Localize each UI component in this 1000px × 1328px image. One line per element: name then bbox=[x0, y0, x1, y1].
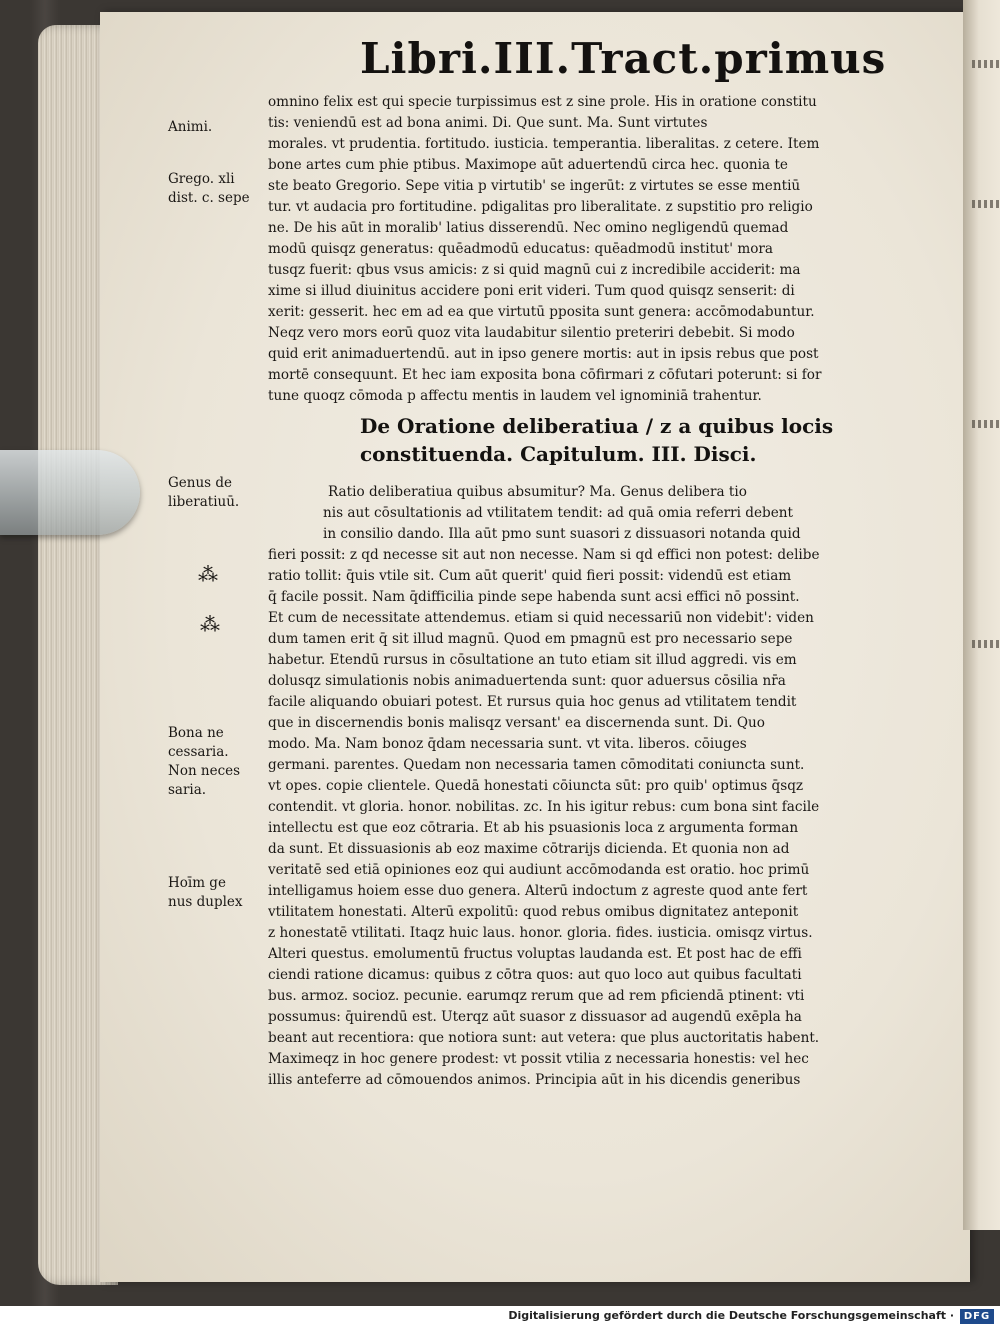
next-page-text-fragment bbox=[972, 420, 1000, 428]
footer-bar bbox=[0, 1306, 1000, 1328]
text-line: morales. vt prudentia. fortitudo. iusticia. temperantia. liberalitas. z cetere. Item bbox=[268, 136, 820, 152]
text-line: beant aut recentiora: que notiora sunt: aut vetera: que plus auctoritatis habent. bbox=[268, 1030, 820, 1046]
text-line: modo. Ma. Nam bonoz q̄dam necessaria sunt. vt vita. liberos. cōiuges bbox=[268, 736, 747, 752]
text-line: germani. parentes. Quedam non necessaria tamen cōmoditati coniuncta sunt. bbox=[268, 757, 805, 773]
margin-note-bona bbox=[168, 724, 268, 800]
text-line: modū quisqz generatus: quēadmodū educatus: quēadmodū institut' mora bbox=[268, 241, 773, 257]
text-line: quid erit animaduertendū. aut in ipso genere mortis: aut in ipsis rebus que post bbox=[268, 346, 819, 362]
text-line: Maximeqz in hoc genere prodest: vt possit vtilia z necessaria honestis: vel hec bbox=[268, 1051, 809, 1067]
next-page-text-fragment bbox=[972, 60, 1000, 68]
margin-note-line: Grego. xli bbox=[168, 171, 235, 187]
margin-note-line: saria. bbox=[168, 782, 207, 798]
text-line: xerit: gesserit. hec em ad ea que virtutū pposita sunt genera: accōmodabuntur. bbox=[268, 304, 815, 320]
text-line: dolusqz simulationis nobis animaduertenda sunt: quor aduersus cōsilia nr̄a bbox=[268, 673, 786, 689]
margin-note-line: nus duplex bbox=[168, 894, 243, 910]
text-line: tis: veniendū est ad bona animi. Di. Que sunt. Ma. Sunt virtutes bbox=[268, 115, 708, 131]
text-line: tusqz fuerit: qbus vsus amicis: z si quid magnū cui z incredibile acciderit: ma bbox=[268, 262, 801, 278]
text-line: illis anteferre ad cōmouendos animos. Principia aūt in his dicendis generibus bbox=[268, 1072, 801, 1088]
text-line: intellectu est que eoz cōtraria. Et ab his psuasionis loca z argumenta forman bbox=[268, 820, 799, 836]
margin-note-line: Hoīm ge bbox=[168, 875, 226, 891]
margin-note-genus bbox=[168, 474, 268, 512]
ink-blot: ⁂ bbox=[200, 612, 220, 636]
text-line: ste beato Gregorio. Sepe vitia p virtutib' se ingerūt: z virtutes se esse mentiū bbox=[268, 178, 801, 194]
text-line: que in discernendis bonis malisqz versant' ea discernenda sunt. Di. Quo bbox=[268, 715, 765, 731]
plastic-page-clip bbox=[0, 450, 140, 535]
ink-blot: ⁂ bbox=[198, 562, 218, 586]
margin-note-gregorio bbox=[168, 170, 268, 208]
text-line: Et cum de necessitate attendemus. etiam si quid necessariū non videbit': viden bbox=[268, 610, 814, 626]
chapter-heading bbox=[360, 412, 840, 468]
body-text-section-2 bbox=[268, 482, 878, 1091]
margin-note-line: Non neces bbox=[168, 763, 241, 779]
text-line: q̄ facile possit. Nam q̄difficilia pinde sepe habenda sunt acsi effici nō possint. bbox=[268, 589, 800, 605]
text-line: dum tamen erit q̄ sit illud magnū. Quod em pmagnū est pro necessario sepe bbox=[268, 631, 793, 647]
margin-note-line: cessaria. bbox=[168, 744, 229, 760]
text-line: intelligamus hoiem esse duo genera. Alterū indoctum z agreste quod ante fert bbox=[268, 883, 808, 899]
text-line: da sunt. Et dissuasionis ab eoz maxime cōtrarijs dicienda. Et quonia non ad bbox=[268, 841, 790, 857]
text-line: bone artes cum phie ptibus. Maximope aūt aduertendū circa hec. quonia te bbox=[268, 157, 788, 173]
text-line: in consilio dando. Illa aūt pmo sunt suasori z dissuasori notanda quid bbox=[323, 526, 801, 542]
text-line: contendit. vt gloria. honor. nobilitas. zc. In his igitur rebus: cum bona sint facile bbox=[268, 799, 820, 815]
next-page-edge bbox=[963, 0, 1000, 1230]
text-line: habetur. Etendū rursus in cōsultatione an tuto etiam sit illud aggredi. vis em bbox=[268, 652, 797, 668]
margin-note-animi bbox=[168, 118, 268, 137]
text-line: possumus: q̄uirendū est. Uterqz aūt suasor z dissuasor ad augendū exēpla ha bbox=[268, 1009, 802, 1025]
text-line: Neqz vero mors eorū quoz vita laudabitur silentio preteriri debebit. Si modo bbox=[268, 325, 795, 341]
text-line: Alteri questus. emolumentū fructus voluptas laudanda est. Et post hac de effi bbox=[268, 946, 802, 962]
text-line: mortē consequunt. Et hec iam exposita bona cōfirmari z cōfutari poterunt: si for bbox=[268, 367, 822, 383]
next-page-text-fragment bbox=[972, 200, 1000, 208]
text-line: ne. De his aūt in moralib' latius disserendū. Nec omino negligendū quemad bbox=[268, 220, 789, 236]
text-line: fieri possit: z qd necesse sit aut non necesse. Nam si qd effici non potest: delibe bbox=[268, 547, 820, 563]
running-header: Libri.III.Tract.primus bbox=[360, 34, 887, 83]
funding-credit: Digitalisierung gefördert durch die Deutsche Forschungsgemeinschaft · bbox=[508, 1309, 954, 1322]
text-line: z honestatē vtilitati. Itaqz huic laus. honor. gloria. fides. iusticia. omisqz virtus. bbox=[268, 925, 813, 941]
chapter-heading-line: constituenda. Capitulum. III. Disci. bbox=[360, 442, 757, 466]
margin-note-line: Bona ne bbox=[168, 725, 224, 741]
next-page-text-fragment bbox=[972, 640, 1000, 648]
text-line: vt opes. copie clientele. Quedā honestati cōiuncta sūt: pro quib' optimus q̄sqz bbox=[268, 778, 804, 794]
margin-note-line: Animi. bbox=[168, 119, 213, 135]
text-line: bus. armoz. socioz. pecunie. earumqz rerum que ad rem pficiendā ptinent: vti bbox=[268, 988, 805, 1004]
dfg-logo: DFG bbox=[960, 1309, 994, 1324]
text-line: veritatē sed etiā opiniones eoz qui audiunt accōmodanda est oratio. hoc primū bbox=[268, 862, 810, 878]
body-text-section-1 bbox=[268, 92, 878, 407]
margin-note-line: liberatiuū. bbox=[168, 494, 240, 510]
margin-note-line: Genus de bbox=[168, 475, 233, 491]
margin-note-hominum bbox=[168, 874, 268, 912]
chapter-heading-line: De Oratione deliberatiua / z a quibus locis bbox=[360, 414, 834, 438]
text-line: nis aut cōsultationis ad vtilitatem tendit: ad quā omia referri debent bbox=[323, 505, 794, 521]
text-line: vtilitatem honestati. Alterū expolitū: quod rebus omibus dignitatez anteponit bbox=[268, 904, 799, 920]
text-line: ratio tollit: q̄uis vtile sit. Cum aūt querit' quid fieri possit: videndū est etiam bbox=[268, 568, 792, 584]
text-line: tur. vt audacia pro fortitudine. pdigalitas pro liberalitate. z supstitio pro religio bbox=[268, 199, 813, 215]
text-line: ciendi ratione dicamus: quibus z cōtra quos: aut quo loco aut quibus facultati bbox=[268, 967, 802, 983]
text-line: tune quoqz cōmoda p affectu mentis in laudem vel ignominiā trahentur. bbox=[268, 388, 762, 404]
text-line: xime si illud diuinitus accidere poni erit videri. Tum quod quisqz senserit: di bbox=[268, 283, 795, 299]
text-line: omnino felix est qui specie turpissimus est z sine prole. His in oratione constitu bbox=[268, 94, 817, 110]
text-line: facile aliquando obuiari potest. Et rursus quia hoc genus ad vtilitatem tendit bbox=[268, 694, 797, 710]
text-line: Ratio deliberatiua quibus absumitur? Ma. Genus delibera tio bbox=[328, 484, 747, 500]
margin-note-line: dist. c. sepe bbox=[168, 190, 250, 206]
